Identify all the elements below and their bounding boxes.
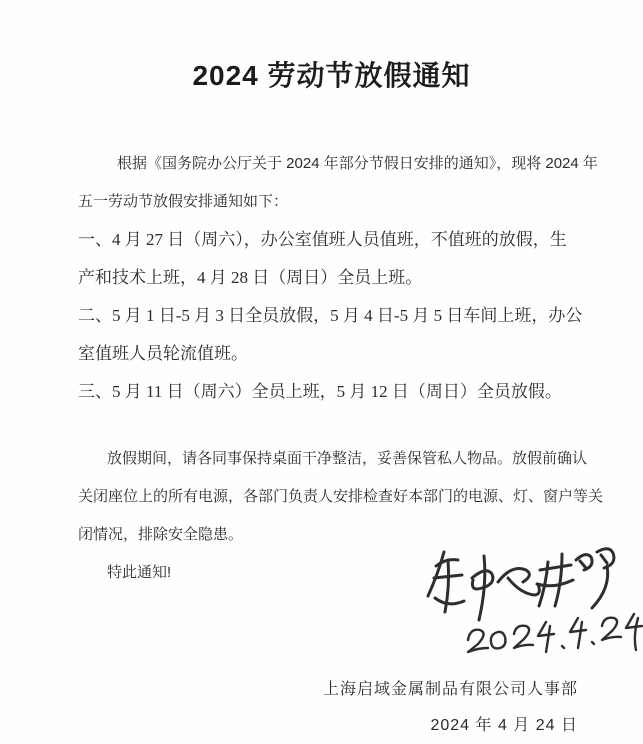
notice-body (78, 145, 604, 592)
notes-line-2: 关闭座位上的所有电源，各部门负责人安排检查好本部门的电源、灯、窗户等关 (78, 488, 604, 505)
closing-line: 特此通知! (107, 564, 172, 581)
item1-line-1: 一、4 月 27 日（周六），办公室值班人员值班，不值班的放假，生 (78, 230, 567, 249)
footer-department: 上海启域金属制品有限公司人事部 (322, 681, 578, 698)
notes-line-1: 放假期间，请各同事保持桌面干净整洁，妥善保管私人物品。放假前确认 (107, 450, 588, 467)
notes-line-3: 闭情况，排除安全隐患。 (78, 526, 244, 543)
item3-line-1: 三、5 月 11 日（周六）全员上班，5 月 12 日（周日）全员放假。 (78, 382, 562, 401)
handwritten-signature (420, 540, 643, 680)
item2-line-1: 二、5 月 1 日-5 月 3 日全员放假，5 月 4 日-5 月 5 日车间上班，办公 (78, 306, 583, 325)
item1-line-2: 产和技术上班，4 月 28 日（周日）全员上班。 (78, 268, 423, 287)
item2-line-2: 室值班人员轮流值班。 (78, 344, 248, 363)
signature-ink-icon (420, 540, 643, 680)
intro-line-1: 根据《国务院办公厅关于 2024 年部分节假日安排的通知》，现将 2024 年 (117, 155, 598, 172)
page-title: 2024 劳动节放假通知 (192, 60, 471, 91)
intro-line-2: 五一劳动节放假安排通知如下： (78, 193, 289, 210)
footer-date: 2024 年 4 月 24 日 (430, 717, 578, 734)
